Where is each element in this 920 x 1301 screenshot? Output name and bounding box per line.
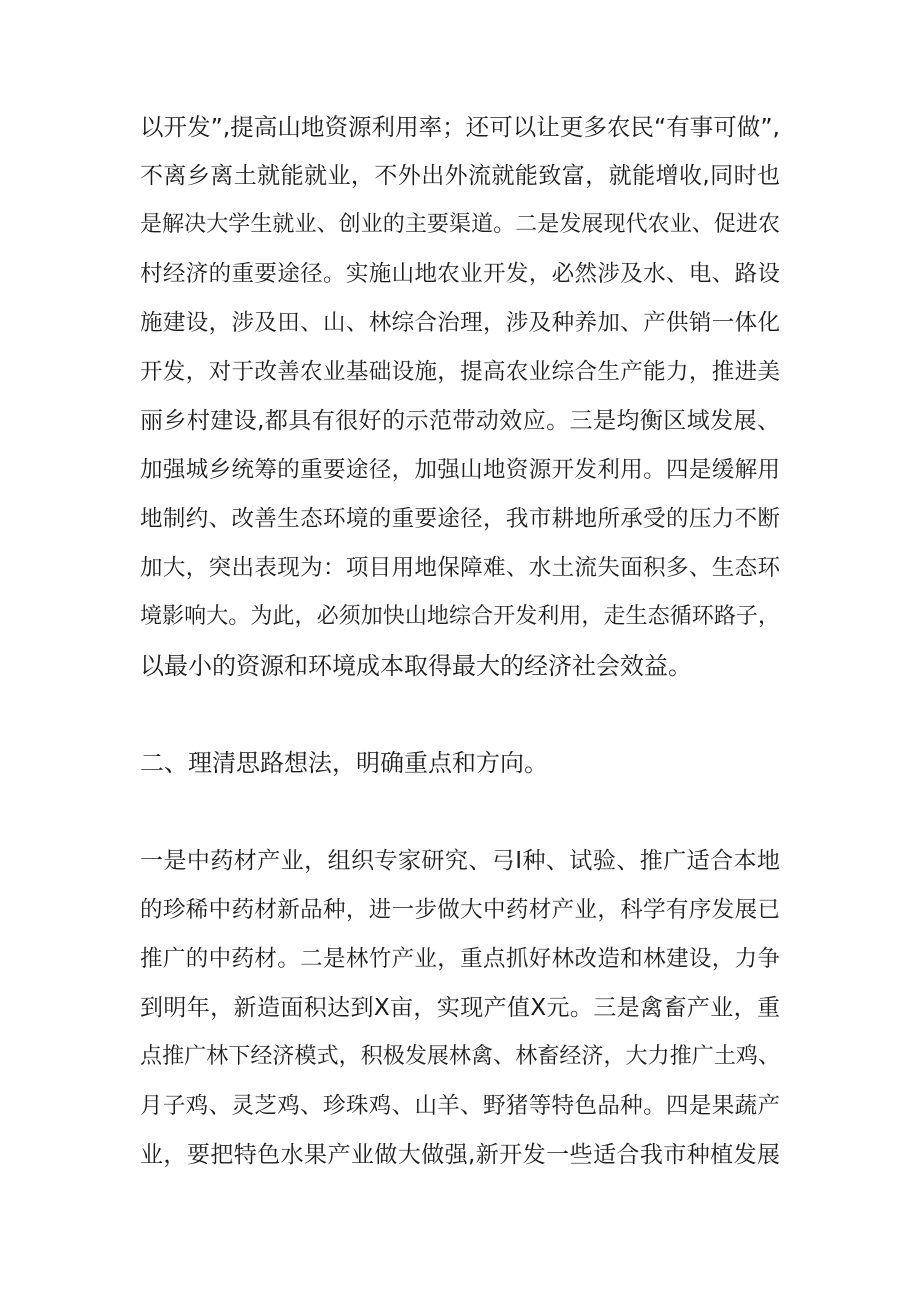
paragraph-1-line-1: 以开发”,提高山地资源利用率；还可以让更多农民“有事可做”, <box>140 113 780 141</box>
paragraph-1-line-12: 以最小的资源和环境成本取得最大的经济社会效益。 <box>140 652 692 680</box>
paragraph-1-line-3: 是解决大学生就业、创业的主要渠道。二是发展现代农业、促进农 <box>140 212 780 237</box>
paragraph-2-line-5: 点推广林下经济模式，积极发展林禽、林畜经济，大力推广土鸡、 <box>140 1044 780 1069</box>
paragraph-1-line-8: 加强城乡统筹的重要途径，加强山地资源开发利用。四是缓解用 <box>140 457 780 483</box>
paragraph-2-line-4: 到明年，新造面积达到X亩，实现产值X元。三是禽畜产业，重 <box>140 995 780 1021</box>
paragraph-1-line-7: 丽乡村建设,都具有很好的示范带动效应。三是均衡区域发展、 <box>140 408 780 434</box>
paragraph-2-line-1: 一是中药材产业，组织专家研究、弓I种、试验、推广适合本地 <box>140 848 780 874</box>
paragraph-1-line-9: 地制约、改善生态环境的重要途径，我市耕地所承受的压力不断 <box>140 506 780 532</box>
paragraph-2-line-2: 的珍稀中药材新品种，进一步做大中药材产业，科学有序发展已 <box>140 897 780 923</box>
paragraph-1-line-2: 不离乡离土就能就业，不外出外流就能致富，就能增收,同时也 <box>140 163 780 189</box>
paragraph-2-line-7: 业，要把特色水果产业做大做强,新开发一些适合我市种植发展 <box>140 1142 780 1168</box>
paragraph-1-line-5: 施建设，涉及田、山、林综合治理，涉及种养加、产供销一体化 <box>140 310 780 336</box>
paragraph-1-line-4: 村经济的重要途径。实施山地农业开发，必然涉及水、电、路设 <box>140 261 780 287</box>
paragraph-2-line-3: 推广的中药材。二是林竹产业，重点抓好林改造和林建设，力争 <box>140 946 780 972</box>
paragraph-1-line-10: 加大，突出表现为：项目用地保障难、水土流失面积多、生态环 <box>140 555 780 581</box>
paragraph-2-line-6: 月子鸡、灵芝鸡、珍珠鸡、山羊、野猪等特色品种。四是果蔬产 <box>140 1093 780 1119</box>
paragraph-1-line-11: 境影响大。为此，必须加快山地综合开发利用，走生态循环路子， <box>140 604 780 629</box>
paragraph-1-line-6: 开发，对于改善农业基础设施，提高农业综合生产能力，推进美 <box>140 359 780 385</box>
section-heading: 二、理清思路想法，明确重点和方向。 <box>140 749 548 777</box>
